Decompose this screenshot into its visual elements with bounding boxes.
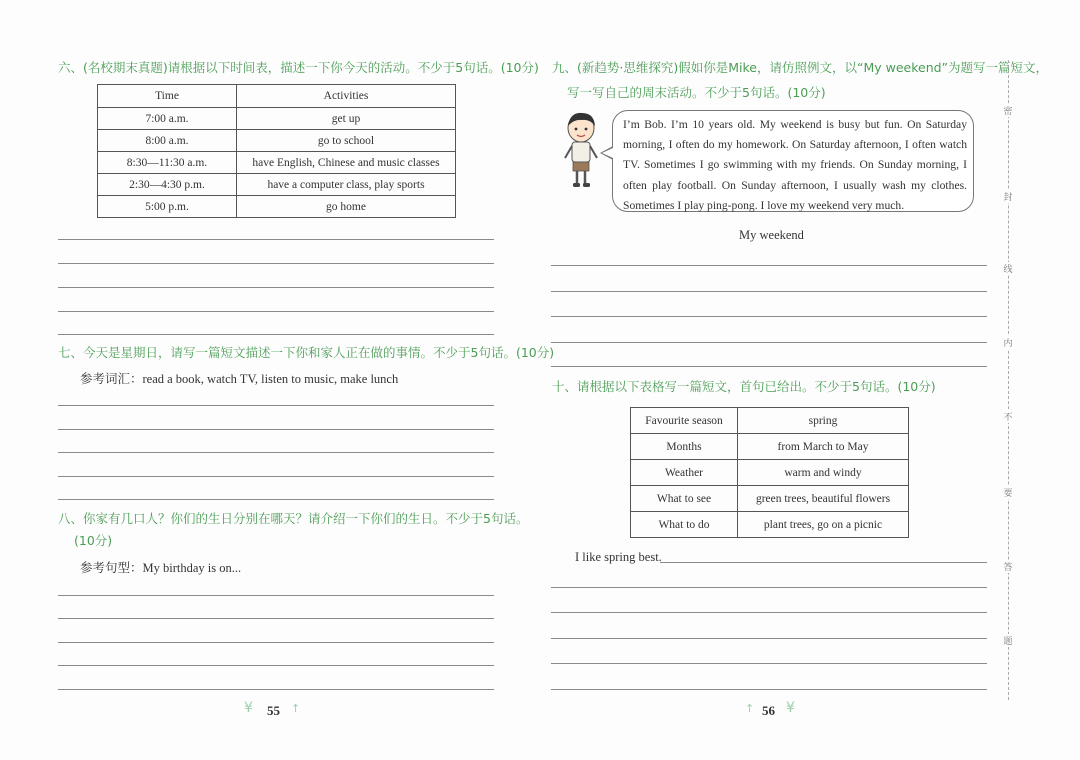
question-9-title: 九、(新趋势·思维探究)假如你是Mike，请仿照例文，以“My weekend”为题写一篇短文， <box>552 60 1049 75</box>
table-cell: spring <box>738 408 909 434</box>
table-cell: warm and windy <box>738 460 909 486</box>
question-10-title: 十、请根据以下表格写一篇短文，首句已给出。不少于5句话。(10分) <box>552 379 936 394</box>
question-9-title-cont: 写一写自己的周末活动。不少于5句话。(10分) <box>567 85 826 100</box>
boy-illustration <box>560 110 602 190</box>
table-cell: have English, Chinese and music classes <box>237 152 456 174</box>
answer-line[interactable] <box>58 263 494 264</box>
seal-line-dashed <box>1008 60 1009 700</box>
table-cell: 7:00 a.m. <box>98 108 237 130</box>
table-cell: Months <box>631 434 738 460</box>
sprout-icon: ¥ <box>244 700 253 716</box>
answer-line[interactable] <box>58 689 494 690</box>
table-cell: from March to May <box>738 434 909 460</box>
sprout-icon: ↑ <box>291 702 301 715</box>
table-cell: 8:30—11:30 a.m. <box>98 152 237 174</box>
table-cell: What to see <box>631 486 738 512</box>
table-cell: 8:00 a.m. <box>98 130 237 152</box>
table-cell: have a computer class, play sports <box>237 174 456 196</box>
question-6-title: 六、(名校期末真题)请根据以下时间表，描述一下你今天的活动。不少于5句话。(10分) <box>58 60 539 75</box>
table-cell: 2:30—4:30 p.m. <box>98 174 237 196</box>
speech-bubble-tail-inner <box>602 148 613 158</box>
answer-line[interactable] <box>58 287 494 288</box>
answer-line[interactable] <box>551 366 987 367</box>
example-essay-bubble: I’m Bob. I’m 10 years old. My weekend is busy but fun. On Saturday morning, I often do my homework. On Saturday afternoon, I often watch TV. Sometimes I go swimming with my friends. On Sunday morning, I often play football. On Sunday afternoon, I usually wash my clothes. Sometimes I play ping-pong. I love my weekend very much. <box>612 110 974 212</box>
table-cell: What to do <box>631 512 738 538</box>
sprout-icon: ¥ <box>786 700 795 716</box>
answer-line[interactable] <box>551 265 987 266</box>
table-cell: Weather <box>631 460 738 486</box>
table-cell: get up <box>237 108 456 130</box>
answer-line[interactable] <box>660 562 987 563</box>
table-cell: plant trees, go on a picnic <box>738 512 909 538</box>
table-cell: go to school <box>237 130 456 152</box>
table-cell: 5:00 p.m. <box>98 196 237 218</box>
question-8-hint: 参考句型：My birthday is on... <box>80 561 242 575</box>
answer-line[interactable] <box>58 665 494 666</box>
answer-line[interactable] <box>58 452 494 453</box>
answer-line[interactable] <box>551 638 987 639</box>
answer-line[interactable] <box>551 291 987 292</box>
answer-line[interactable] <box>58 499 494 500</box>
seal-line-char: 答 <box>1002 560 1014 573</box>
table-cell: green trees, beautiful flowers <box>738 486 909 512</box>
page-number-right: 56 <box>762 703 775 718</box>
seal-line-char: 要 <box>1002 486 1014 499</box>
seal-line-char: 封 <box>1002 190 1014 203</box>
answer-line[interactable] <box>58 476 494 477</box>
answer-line[interactable] <box>551 612 987 613</box>
answer-line[interactable] <box>551 689 987 690</box>
seal-line-char: 不 <box>1002 410 1014 423</box>
answer-line[interactable] <box>58 239 494 240</box>
answer-line[interactable] <box>58 642 494 643</box>
answer-line[interactable] <box>58 334 494 335</box>
table-cell: go home <box>237 196 456 218</box>
table-cell: Favourite season <box>631 408 738 434</box>
answer-line[interactable] <box>58 311 494 312</box>
seal-line-char: 题 <box>1002 634 1014 647</box>
table-header: Activities <box>237 85 456 108</box>
answer-line[interactable] <box>58 429 494 430</box>
season-table <box>630 407 909 538</box>
answer-line[interactable] <box>58 595 494 596</box>
answer-line[interactable] <box>551 342 987 343</box>
question-8-score: (10分) <box>74 533 113 548</box>
answer-line[interactable] <box>551 663 987 664</box>
seal-line-char: 内 <box>1002 336 1014 349</box>
schedule-table <box>97 84 456 218</box>
seal-line-char: 线 <box>1002 262 1014 275</box>
question-7-hint: 参考词汇：read a book, watch TV, listen to music, make lunch <box>80 372 399 386</box>
question-8-title: 八、你家有几口人？你们的生日分别在哪天？请介绍一下你们的生日。不少于5句话。 <box>58 511 529 526</box>
essay-title: My weekend <box>739 228 804 242</box>
seal-line-char: 密 <box>1002 104 1014 117</box>
sprout-icon: ↑ <box>745 702 755 715</box>
answer-line[interactable] <box>58 405 494 406</box>
answer-line[interactable] <box>58 618 494 619</box>
answer-line[interactable] <box>551 316 987 317</box>
answer-line[interactable] <box>551 587 987 588</box>
question-7-title: 七、今天是星期日，请写一篇短文描述一下你和家人正在做的事情。不少于5句话。(10分) <box>58 345 555 360</box>
page-number-left: 55 <box>267 703 280 718</box>
table-header: Time <box>98 85 237 108</box>
first-sentence: I like spring best. <box>575 550 662 564</box>
